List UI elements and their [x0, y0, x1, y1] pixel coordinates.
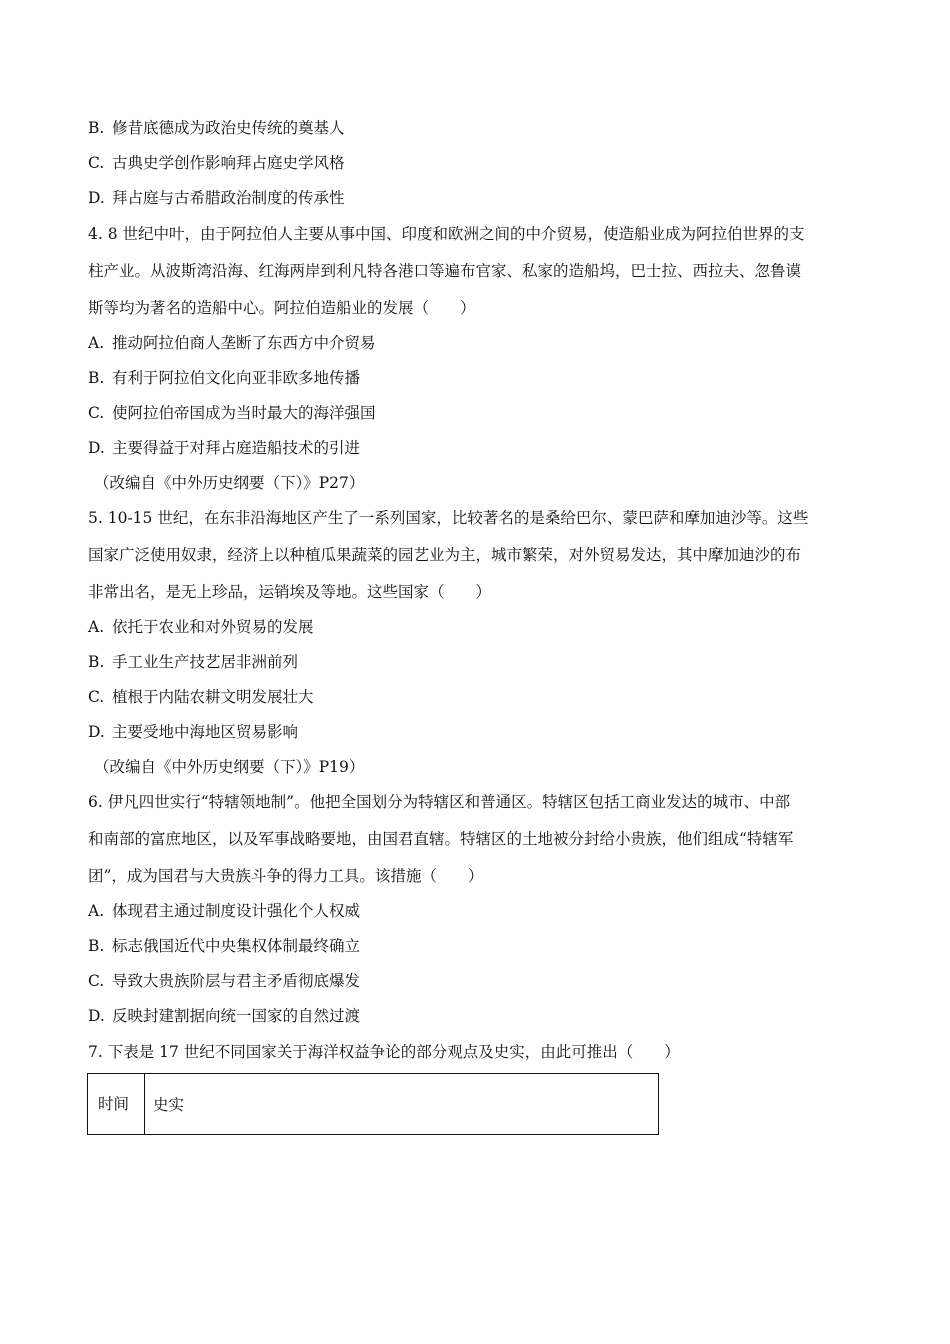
q5-source-note: （改编自《中外历史纲要（下）》P19） [94, 758, 365, 776]
q7-stem: 7. 下表是 17 世纪不同国家关于海洋权益争论的部分观点及史实，由此可推出（ ） [88, 1043, 680, 1061]
q6-stem-line-1: 6. 伊凡四世实行“特辖领地制”。他把全国划分为特辖区和普通区。特辖区包括工商业发达的城市、中部 [88, 793, 791, 811]
q6-stem-line-2: 和南部的富庶地区，以及军事战略要地，由国君直辖。特辖区的土地被分封给小贵族，他们组成“特辖军 [88, 830, 794, 848]
table-header-time: 时间 [88, 1074, 145, 1135]
q6-option-a: A. 体现君主通过制度设计强化个人权威 [88, 902, 361, 920]
table-header-facts: 史实 [145, 1074, 659, 1135]
q4-option-a: A. 推动阿拉伯商人垄断了东西方中介贸易 [88, 334, 376, 352]
q6-stem-line-3: 团”，成为国君与大贵族斗争的得力工具。该措施（ ） [88, 867, 484, 885]
q6-option-d: D. 反映封建割据向统一国家的自然过渡 [88, 1007, 361, 1025]
q4-option-b: B. 有利于阿拉伯文化向亚非欧多地传播 [88, 369, 361, 387]
q4-source-note: （改编自《中外历史纲要（下）》P27） [94, 474, 365, 492]
q4-stem-line-1: 4. 8 世纪中叶，由于阿拉伯人主要从事中国、印度和欧洲之间的中介贸易，使造船业成为阿拉伯世界的支 [88, 225, 805, 243]
q6-option-b: B. 标志俄国近代中央集权体制最终确立 [88, 937, 361, 955]
q5-option-a: A. 依托于农业和对外贸易的发展 [88, 618, 314, 636]
table-header-row [88, 1074, 659, 1135]
q5-stem-line-1: 5. 10-15 世纪，在东非沿海地区产生了一系列国家，比较著名的是桑给巴尔、蒙巴萨和摩加迪沙等。这些 [88, 509, 809, 527]
q5-option-b: B. 手工业生产技艺居非洲前列 [88, 653, 299, 671]
q3-option-b: B. 修昔底德成为政治史传统的奠基人 [88, 119, 345, 137]
q5-stem-line-2: 国家广泛使用奴隶，经济上以种植瓜果蔬菜的园艺业为主，城市繁荣，对外贸易发达，其中摩加迪沙的布 [88, 546, 802, 564]
q5-option-c: C. 植根于内陆农耕文明发展壮大 [88, 688, 314, 706]
q6-option-c: C. 导致大贵族阶层与君主矛盾彻底爆发 [88, 972, 361, 990]
q7-table [87, 1073, 659, 1135]
q4-stem-line-3: 斯等均为著名的造船中心。阿拉伯造船业的发展（ ） [88, 299, 476, 317]
q5-option-d: D. 主要受地中海地区贸易影响 [88, 723, 299, 741]
q4-option-c: C. 使阿拉伯帝国成为当时最大的海洋强国 [88, 404, 376, 422]
q4-stem-line-2: 柱产业。从波斯湾沿海、红海两岸到利凡特各港口等遍布官家、私家的造船坞，巴士拉、西拉夫、忽鲁谟 [88, 262, 802, 280]
q3-option-c: C. 古典史学创作影响拜占庭史学风格 [88, 154, 345, 172]
q5-stem-line-3: 非常出名，是无上珍品，运销埃及等地。这些国家（ ） [88, 583, 492, 601]
q3-option-d: D. 拜占庭与古希腊政治制度的传承性 [88, 189, 345, 207]
q4-option-d: D. 主要得益于对拜占庭造船技术的引进 [88, 439, 361, 457]
